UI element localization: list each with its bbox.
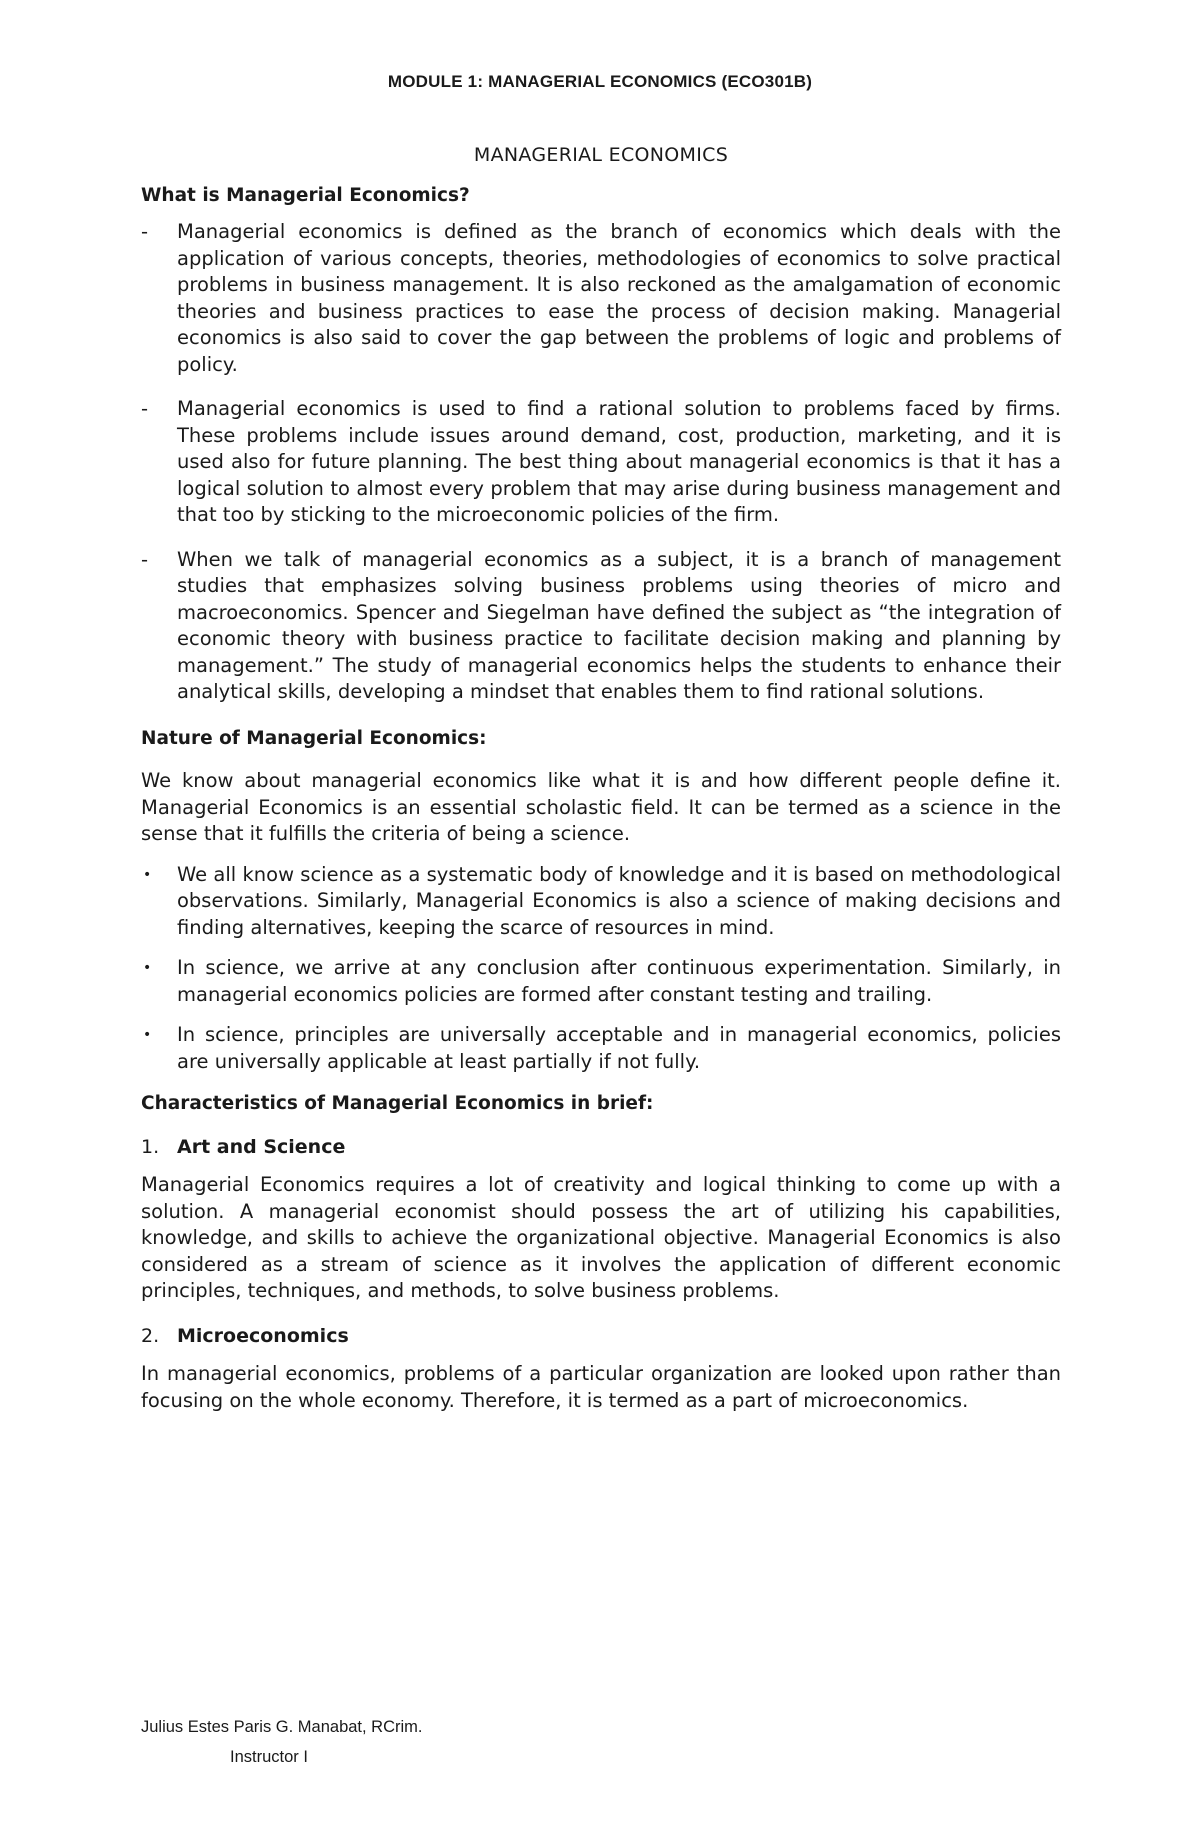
nature-bullet xyxy=(141,955,1061,1008)
section-heading-characteristics: Characteristics of Managerial Economics in brief: xyxy=(141,1093,654,1114)
dash-marker: - xyxy=(141,397,149,420)
dash-marker: - xyxy=(141,547,149,571)
bullet-marker: • xyxy=(143,866,152,883)
characteristic-number: 1. xyxy=(141,1135,160,1158)
bullet-marker: • xyxy=(143,1027,152,1043)
footer-instructor-role: Instructor I xyxy=(230,1748,308,1766)
definition-text: Managerial economics is defined as the branch of economics which deals with the application of various concepts, theories, methodologies of economics to solve practical problems in business management. It is also reckoned as the amalgamation of economic theories and business practices to ease the process of decision making. Managerial economics is also said to cover the gap between the problems of logic and problems of policy. xyxy=(177,220,1061,376)
characteristic-number: 2. xyxy=(141,1324,160,1347)
characteristic-heading xyxy=(141,1323,1061,1350)
characteristic-text: Managerial Economics requires a lot of creativity and logical thinking to come up with a solution. A managerial economist should possess the art of utilizing his capabilities, knowledge, and skills to achieve the organizational objective. Managerial Economics is also considered as a stream of science as it involves the application of different economic principles, techniques, and methods, to solve business problems. xyxy=(141,1173,1061,1302)
nature-bullet xyxy=(141,1022,1061,1075)
characteristic-title: Microeconomics xyxy=(177,1324,349,1347)
definition-item xyxy=(141,547,1061,706)
definition-item xyxy=(141,396,1061,529)
definition-text: When we talk of managerial economics as a subject, it is a branch of management studies that emphasizes solving business problems using theories of micro and macroeconomics. Spencer and Siegelman have defined the subject as “the integration of economic theory with business practice to facilitate decision making and planning by management.” The study of managerial economics helps the students to enhance their analytical skills, developing a mindset that enables them to find rational solutions. xyxy=(177,547,1061,703)
document-body xyxy=(141,142,1061,1428)
section-heading-what-is: What is Managerial Economics? xyxy=(141,184,470,206)
characteristic-heading xyxy=(141,1134,1061,1161)
nature-intro: We know about managerial economics like what it is and how different people define it. Managerial Economics is an essential scholastic field. It can be termed as a science in the sense that it fulfills the criteria of being a science. xyxy=(141,769,1061,845)
bullet-text: We all know science as a systematic body of knowledge and it is based on methodological observations. Similarly, Managerial Economics is also a science of making decisions and finding alternatives, keeping the scarce of resources in mind. xyxy=(177,862,1061,939)
bullet-text: In science, principles are universally acceptable and in managerial economics, policies are universally applicable at least partially if not fully. xyxy=(177,1023,1061,1073)
document-title: MANAGERIAL ECONOMICS xyxy=(473,144,729,166)
section-heading-nature: Nature of Managerial Economics: xyxy=(141,727,487,749)
definition-item xyxy=(141,219,1061,378)
characteristic-text: In managerial economics, problems of a particular organization are looked upon rather than focusing on the whole economy. Therefore, it is termed as a part of microeconomics. xyxy=(141,1362,1061,1412)
bullet-marker: • xyxy=(143,960,152,976)
footer-instructor-name: Julius Estes Paris G. Manabat, RCrim. xyxy=(141,1718,423,1736)
dash-marker: - xyxy=(141,220,149,243)
characteristic-title: Art and Science xyxy=(177,1135,346,1158)
definition-text: Managerial economics is used to find a rational solution to problems faced by firms. These problems include issues around demand, cost, production, marketing, and it is used also for future planning. The best thing about managerial economics is that it has a logical solution to almost every problem that may arise during business management and that too by sticking to the microeconomic policies of the firm. xyxy=(177,397,1061,526)
nature-bullet xyxy=(141,862,1061,942)
module-header: MODULE 1: MANAGERIAL ECONOMICS (ECO301B) xyxy=(387,72,813,91)
bullet-text: In science, we arrive at any conclusion after continuous experimentation. Similarly, in managerial economics policies are formed after constant testing and trailing. xyxy=(177,956,1061,1006)
